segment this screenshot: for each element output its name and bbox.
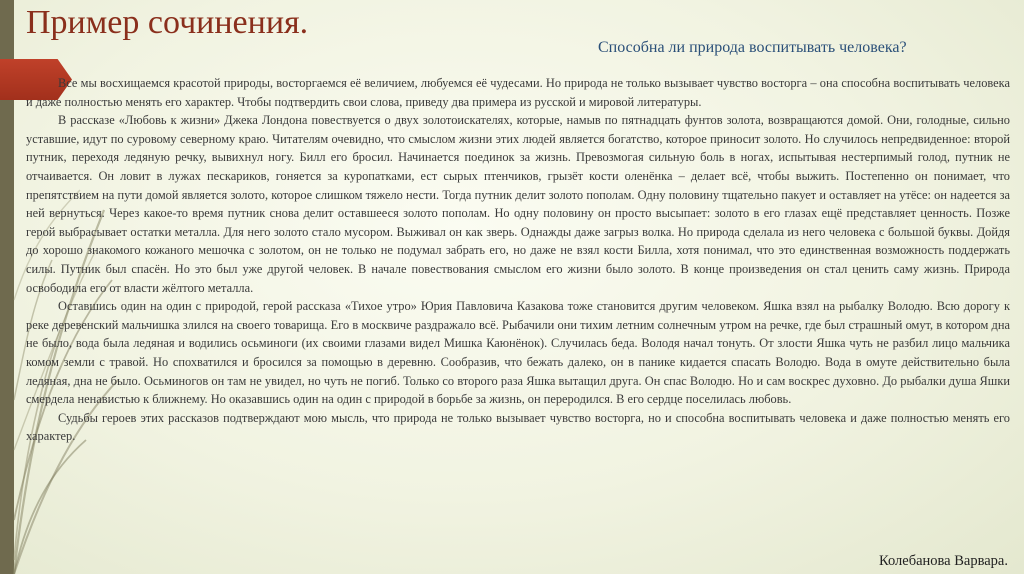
essay-paragraph-london: В рассказе «Любовь к жизни» Джека Лондона повествуется о двух золотоискателях, которые, намыв по пятнадцать фунтов золота, возвращаются домой. Они, голодные, сильно уставшие, идут по суровому северному краю. Читателям очевидно, что смыслом жизни этих людей является богатство, которое приносит золото. Но случилось непредвиденное: второй путник, переходя ледяную речку, вывихнул ногу. Билл его бросил. Начинается поединок за жизнь. Превозмогая сильную боль в ногах, испытывая нестерпимый голод, путник не отчаивается. Он ловит в лужах пескариков, гоняется за куропатками, ест сырых птенчиков, грызёт кости оленёнка – делает всё, чтобы выжить. Постепенно он понимает, что препятствием на пути домой является золото, которое слишком тяжело нести. Тогда путник делит золото пополам. Одну половину тщательно пакует и оставляет на утёсе: он надеется за ней вернуться. Через какое-то время путник снова делит оставшееся золото пополам. Но одну половину он просто высыпает: золото в его глазах ещё представляет ценность. Позже герой выбрасывает остатки металла. Для него золото стало мусором. Выживал он как зверь. Однажды даже загрыз волка. Но природа сделала из него человека с большой буквы. Дойдя до хорошо знакомого кожаного мешочка с золотом, он не только не подумал забрать его, но даже не взял кости Билла, хотя понимал, что это единственная возможность поддержать силы. Путник был спасён. Но это был уже другой человек. В начале повествования смыслом его жизни было золото. В конце произведения он стал ценить саму жизнь. Природа освободила его от власти жёлтого металла. [26, 113, 1010, 295]
essay-question: Способна ли природа воспитывать человека? [598, 39, 907, 56]
essay-paragraph-conclusion: Судьбы героев этих рассказов подтверждают мою мысль, что природа не только вызывает чувство восторга, но и способна воспитывать человека и даже полностью менять его характер. [26, 410, 1010, 444]
essay-body [26, 74, 1010, 446]
essay-paragraph-intro: Все мы восхищаемся красотой природы, восторгаемся её величием, любуемся её чудесами. Но природа не только вызывает чувство восторга – она способна воспитывать человека и даже полностью менять его характер. Чтобы подтвердить свои слова, приведу два примера из русской и мировой литературы. [26, 76, 1010, 109]
slide-title: Пример сочинения. [26, 4, 309, 41]
essay-paragraph-kazakov: Оставшись один на один с природой, герой рассказа «Тихое утро» Юрия Павловича Казакова тоже становится другим человеком. Яшка взял на рыбалку Володю. Всю дорогу к реке деревенский мальчишка злился на своего товарища. Его в москвиче раздражало всё. Рыбачили они тихим летним солнечным утром на речке, где был страшный омут, в котором дна не было, вода была ледяная и водились осьминоги (их своими глазами видел Мишка Каюнёнок). Случилась беда. Володя начал тонуть. От злости Яшка чуть не разбил лицо мальчика комом земли с травой. Но спохватился и бросился за помощью в деревню. Сообразив, что бежать далеко, он в панике кидается спасать Володю. Вода в омуте действительно была ледяная, дна не было. Осьминогов он там не увидел, но чуть не погиб. Только со второго раза Яшка вытащил друга. Он спас Володю. Но и сам воскрес духовно. До рыбалки душа Яшки смердела ненавистью к ближнему. Но оказавшись один на один с природой в борьбе за жизнь, он переродился. В его сердце поселилась любовь. [26, 299, 1010, 407]
author-name: Колебанова Варвара. [879, 553, 1008, 569]
